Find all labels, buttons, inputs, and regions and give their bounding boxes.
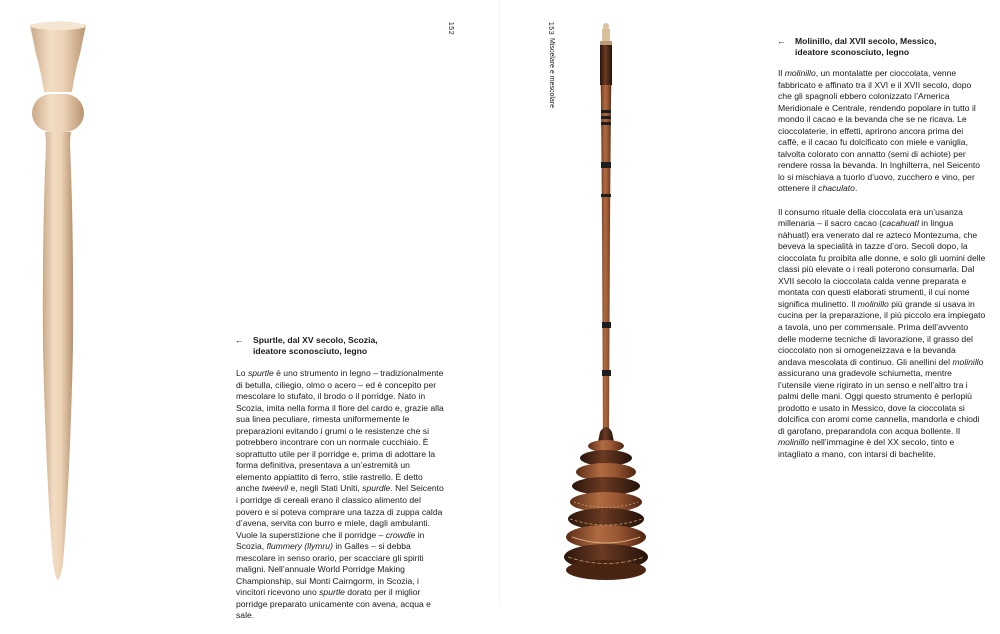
molinillo-caption [777,36,937,58]
page-number: 152 [447,21,455,36]
caption-line: ideatore sconosciuto, legno [253,346,368,356]
text-run: Il consumo rituale della cioccolata era un’usanza millenaria – il sacro cacao ( [778,206,963,229]
spurtle-caption [235,335,378,357]
italic-term: tweevil [261,483,289,494]
italic-term: molinillo [952,356,984,367]
italic-term: spurdle [362,483,391,494]
molinillo-description [778,68,986,472]
text-run: è uno strumento in legno – tradizionalmente di betulla, ciliegio, olmo o acero – ed è concepito per mescolare lo stufato, il brodo o il porridge. Nato in Scozia, imita nella forma il fiore del cardo e, grazie alla sua linea peculiare, rimesta uniformemente le preparazioni evitando i grumi o le resistenze che si potrebbero incontrare con un normale cucchiaio. È soprattutto utile per il porridge e, prima di adottare la forma definitiva, presentava a un’estremità un elemento appiattito di ferro, stile rastrello. È detto anche [236,368,444,494]
paragraph [778,68,986,195]
italic-term: molinillo [778,437,810,448]
spurtle-description [236,368,444,634]
italic-term: spurtle [247,368,274,378]
text-run: . [854,183,858,194]
text-run: dorato per il miglior porridge preparato unicamente con avena, acqua e sale. [236,587,431,621]
page-number: 153 [547,21,555,36]
italic-term: cacahuatl [882,218,919,229]
text-run: nell’immagine è del XX secolo, tinto e intagliato a mano, con intarsi di bachelite. [778,437,955,459]
text-run: in Scozia, [236,529,425,552]
paragraph [778,207,986,461]
left-arrow-icon: ← [235,335,244,345]
molinillo-image [560,22,660,587]
text-run: più grande si usava in cucina per la preparazione, il più piccolo era impiegato a tavola, uno per commensale. Prima dell’avvento delle moderne tecniche di lavorazione, il grasso del cioccolato non si omogeneizzava e la bevanda andava mescolata di continuo. Gli anellini del [778,298,986,367]
text-run: , un montalatte per cioccolata, venne fabbricato e affinato tra il XVI e il XVII secolo, dopo che gli spagnoli ebbero colonizzato l’America Meridionale e Centrale, rendendo popolare in tutto il mondo il cacao e la bevanda che se ne ricava. Le cioccolaterie, in effetti, aprirono ancora prima dei caffè, e il cacao fu dolcificato con miele e vaniglia, talvolta colorato con annatto (semi di achiote) per rendere rossa la bevanda. In Inghilterra, nel Seicento lo si mischiava a tuorlo d’uovo, zucchero e vino, per ottenere il [778,68,981,194]
caption-line: Molinillo, dal XVII secolo, Messico, [795,36,937,46]
text-run: . Nel Seicento i porridge di cereali erano il classico alimento del povero e si poteva comprare una tazza di zuppa calda d’avena, servita con burro e miele, dagli ambulanti. Vuole la superstizione che il porridge – [236,483,444,540]
italic-term: crowdie [385,529,416,540]
caption-line: ideatore sconosciuto, legno [795,47,910,57]
italic-term: flummery (llymru) [266,541,333,552]
text-run: Il [778,68,785,78]
italic-term: chaculato [818,183,855,194]
italic-term: molinillo [784,68,816,78]
text-run: in lingua nàhuatl) era venerato dal re azteco Montezuma, che beveva la specialità in tazze d’oro. Secoli dopo, la cioccolata fu proibita alle donne, e solo gli uomini delle classi più elevate o i reali poterono consumarla. Dal XVII secolo la cioccolata calda venne preparata e montata con questi elaborati strumenti, il cui nome significa mulinetto. Il [778,218,986,309]
text-run: in Galles – si debba mescolare in senso orario, per scacciare gli spiriti maligni. Nell’annuale World Porridge Making Championship, sui Monti Cairngorm, in Scozia, i vincitori ricevono uno [236,541,424,598]
italic-term: molinillo [857,298,889,309]
caption-line: Spurtle, dal XV secolo, Scozia, [253,335,378,345]
text-run: Lo [236,368,248,378]
running-head: Miscelare e mescolare [548,38,555,109]
text-run: e, negli Stati Uniti, [288,483,363,494]
left-page [0,0,500,621]
right-page [500,0,1000,605]
italic-term: spurtle [319,587,345,598]
paragraph [236,368,444,622]
left-arrow-icon: ← [777,36,786,46]
spurtle-image [22,18,94,588]
text-run: assicurano una gradevole schiumetta, mentre l’utensile viene rigirato in un senso e nell’altro tra i palmi delle mani. Oggi questo strumento è perlopiù prodotto e usato in Messico, dove la cioccolata si dolcifica con aromi come cannella, mandorla e chiodi di garofano, preparandola con acqua bollente. Il [778,368,980,436]
